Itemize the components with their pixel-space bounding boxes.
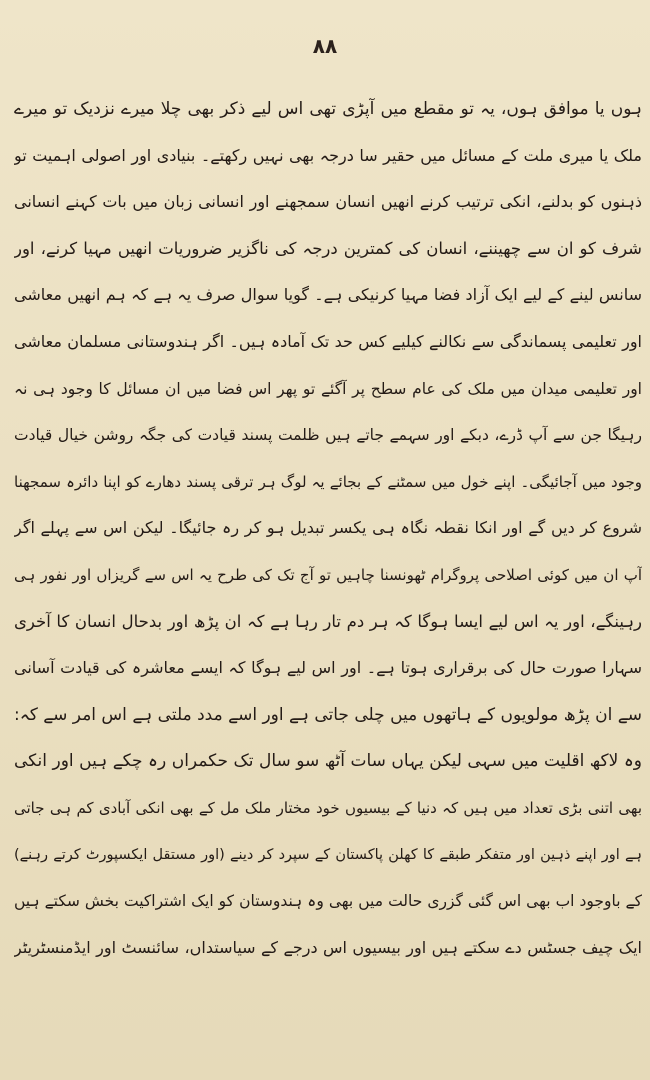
- text-line: سانس لینے کے لیے ایک آزاد فضا مہیا کرنیکی ہے۔ گویا سوال صرف یہ ہے کہ ہم انھیں معاشی: [14, 285, 642, 305]
- text-line: سہارا صورت حال کی برقراری ہوتا ہے۔ اور اس لیے ہوگا کہ ایسے معاشرہ کی قیادت آسانی: [14, 658, 642, 678]
- page-number: ۸۸: [312, 34, 338, 58]
- text-line: ملک یا میری ملت کے مسائل میں حقیر سا درجہ بھی نہیں رکھتے۔ بنیادی اور اصولی اہمیت تو: [14, 145, 642, 165]
- text-line: آپ ان میں کوئی اصلاحی پروگرام ٹھونسنا چاہیں تو آج تک کی طرح یہ اس سے گریزاں اور نفور ہی: [14, 565, 642, 584]
- text-line: ایک چیف جسٹس دے سکتے ہیں اور بیسیوں اس درجے کے سیاستداں، سائنسٹ اور ایڈمنسٹریٹر: [14, 937, 642, 957]
- body-text: [14, 86, 642, 971]
- text-line: وجود میں آجائیگی۔ اپنے خول میں سمٹنے کے بجائے یہ لوگ ہر ترقی پسند دھارے کو اپنا دائرہ سمجھنا: [14, 472, 642, 491]
- text-line: اور تعلیمی میدان میں ملک کی عام سطح پر آگئے تو پھر اس فضا میں ان مسائل کا وجود ہی نہ: [14, 379, 642, 398]
- text-line: شروع کر دیں گے اور انکا نقطہ نگاہ ہی یکسر تبدیل ہو کر رہ جائیگا۔ لیکن اس سے پہلے اگر: [14, 518, 642, 538]
- text-line: ہے اور اپنے ذہین اور متفکر طبقے کا کھلن پاکستان کے سپرد کر دینے (اور مستقل ایکسپورٹ کرتے رہنے): [14, 846, 642, 863]
- text-line: بھی اتنی بڑی تعداد میں ہیں کہ دنیا کے بیسیوں خود مختار ملک مل کے بھی انکی آبادی کم ہی جاتی: [14, 798, 642, 817]
- text-line: شرف کو ان سے چھیننے، انسان کی کمترین درجہ کی ناگزیر ضروریات انھیں مہیا کرنے، اور: [14, 238, 642, 258]
- text-line: رہیگا جن سے آپ ڈرے، دبکے اور سہمے جاتے ہیں ظلمت پسند قیادت کی جگہ روشن خیال قیادت: [14, 426, 642, 445]
- text-line: وہ لاکھ اقلیت میں سہی لیکن یہاں سات آٹھ سو سال تک حکمراں رہ چکے ہیں اور انکی: [14, 751, 642, 772]
- text-line: ہوں یا موافق ہوں، یہ تو مقطع میں آپڑی تھی اس لیے ذکر بھی چلا میرے نزدیک تو میرے: [14, 99, 642, 119]
- text-line: کے باوجود اب بھی اس گئی گزری حالت میں بھی وہ ہندوستان کو ایک اشتراکیت بخش سکتے ہیں: [14, 892, 642, 911]
- text-line: رہینگے، اور یہ اس لیے ایسا ہوگا کہ ہر دم تار رہا ہے کہ ان پڑھ اور بدحال انسان کا آخری: [14, 611, 642, 631]
- text-line: اور تعلیمی پسماندگی سے نکالنے کیلیے کس حد تک آمادہ ہیں۔ اگر ہندوستانی مسلمان معاشی: [14, 331, 642, 351]
- text-line: سے ان پڑھ مولویوں کے ہاتھوں میں چلی جاتی ہے اور اسے مدد ملتی ہے اس امر سے کہ:: [14, 704, 642, 725]
- text-line: ذہنوں کو بدلنے، انکی ترتیب کرنے انھیں انسان سمجھنے اور انسانی زبان میں بات کہنے انسانی: [14, 192, 642, 212]
